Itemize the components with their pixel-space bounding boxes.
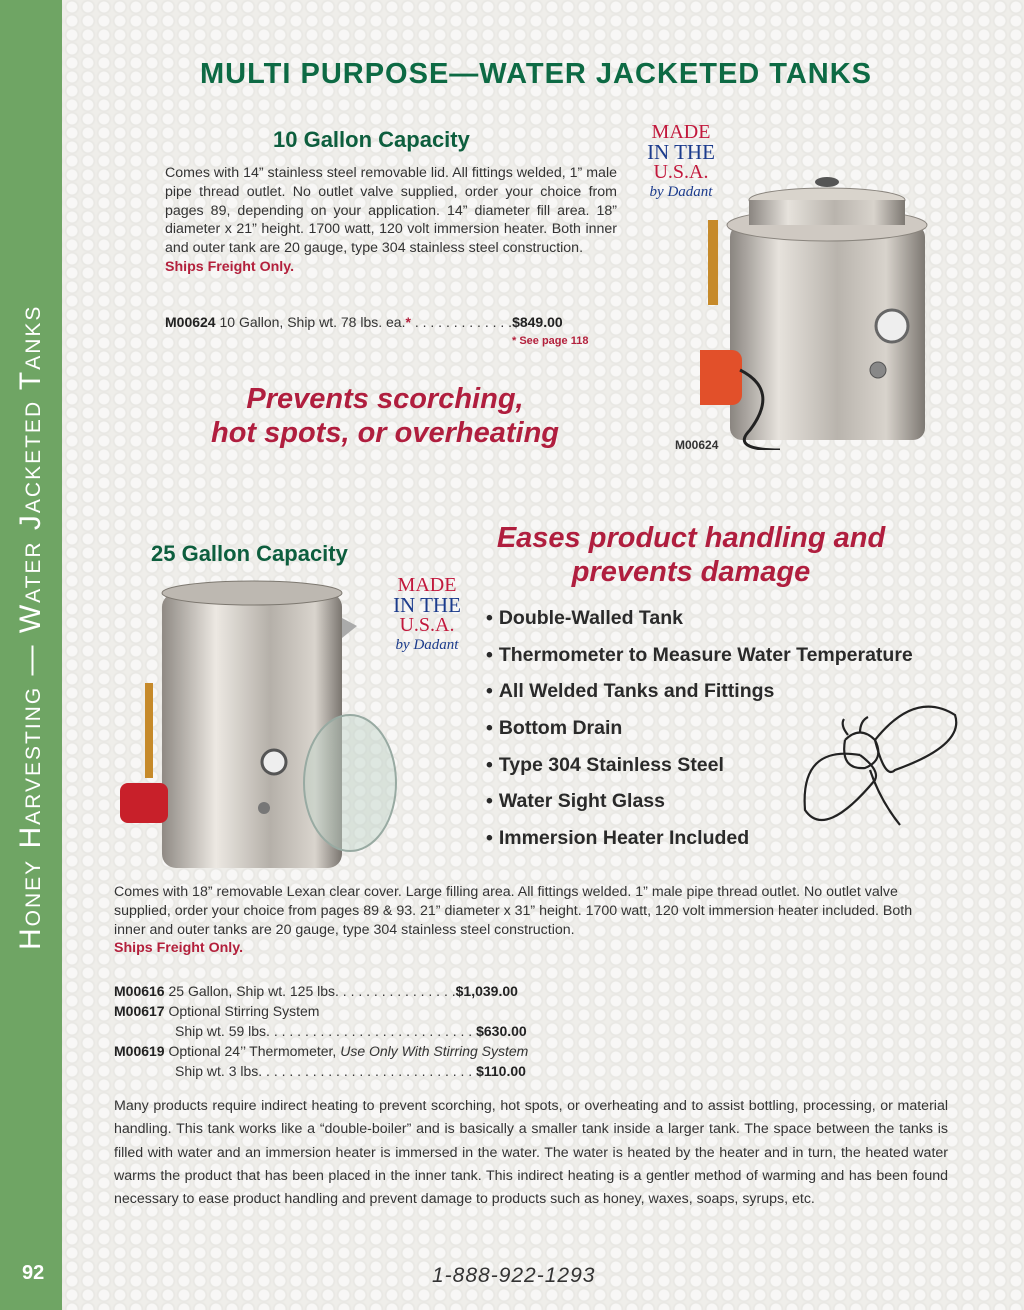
twentyfive-desc-text: Comes with 18” removable Lexan clear cover. Large filling area. All fittings welded. 1” male pipe thread outlet. No outlet valve supplied, order your choice from pages 89 & 93. 21” diameter x 31” height. 1700 watt, 120 volt immersion heater included. Both inner and outer tanks are 20 gauge, type 304 stainless steel construction. (114, 884, 913, 938)
promo2-line2: prevents damage (571, 556, 811, 588)
price-line-m00619 (114, 1043, 528, 1059)
made-line4: by Dadant (649, 184, 713, 200)
promo-scorching (190, 382, 580, 450)
item-desc: Optional 24’’ Thermometer, (168, 1043, 341, 1059)
ten-gallon-description (165, 164, 617, 277)
promo-handling (486, 521, 896, 589)
promo1-line2: hot spots, or overheating (210, 417, 560, 449)
phone-number: 1-888-922-1293 (432, 1264, 596, 1287)
item-desc-italic: Use Only With Stirring System (340, 1043, 529, 1059)
twentyfive-gallon-tank-image (112, 578, 404, 878)
ten-gallon-caption: M00624 (675, 438, 719, 452)
item-dots: . . . . . . . . . . . . . (410, 314, 513, 330)
item-price: $1,039.00 (455, 983, 518, 999)
item-price: $849.00 (512, 314, 563, 330)
twentyfive-gallon-heading: 25 Gallon Capacity (151, 541, 348, 566)
price-line-m00617-ship (175, 1023, 527, 1039)
price-line-m00617 (114, 1003, 319, 1019)
ten-gallon-freight: Ships Freight Only. (165, 258, 295, 275)
item-code: M00616 (114, 983, 165, 999)
made-line4: by Dadant (395, 637, 459, 653)
feature-item: • Immersion Heater Included (486, 822, 913, 859)
feature-item: • All Welded Tanks and Fittings (486, 675, 913, 712)
price-line-m00619-ship (175, 1063, 526, 1079)
made-line2: IN THE (647, 140, 715, 164)
item-code: M00624 (165, 314, 216, 330)
page-title: MULTI PURPOSE—WATER JACKETED TANKS (200, 58, 873, 90)
item-dots: . . . . . . . . . . . . . . . (338, 983, 456, 999)
item-code: M00619 (114, 1043, 165, 1059)
item-dots: . . . . . . . . . . . . . . . . . . . . . . . . . . (269, 1023, 473, 1039)
item-desc: Optional Stirring System (168, 1003, 320, 1019)
item-dots: . . . . . . . . . . . . . . . . . . . . . . . . . . . (262, 1063, 473, 1079)
made-line2: IN THE (393, 593, 461, 617)
feature-item: • Water Sight Glass (486, 785, 913, 822)
ten-gallon-heading: 10 Gallon Capacity (273, 127, 470, 152)
twentyfive-freight: Ships Freight Only. (114, 940, 244, 957)
item-price: $630.00 (476, 1023, 527, 1039)
item-code: M00617 (114, 1003, 165, 1019)
price-line-m00616 (114, 983, 518, 999)
see-page-note: * See page 118 (512, 335, 589, 347)
feature-item: • Double-Walled Tank (486, 602, 913, 639)
item-sub: Ship wt. 59 lbs. (175, 1023, 270, 1039)
feature-item: • Thermometer to Measure Water Temperature (486, 639, 913, 676)
body-paragraph: Many products require indirect heating to prevent scorching, hot spots, or overheating and to assist bottling, processing, or material handling. This tank works like a “double-boiler” and is basically a smaller tank inside a larger tank. The space between the tanks is filled with water and an immersion heater is immersed in the water. The water is heated by the heater and in turn, the heated water warms the product that has been placed in the inner tank. This indirect heating is a gentler method of warming and has been found necessary to ease product handling and prevent damage to products such as honey, waxes, soaps, syrups, etc. (114, 1098, 948, 1208)
item-sub: Ship wt. 3 lbs. (175, 1063, 263, 1079)
ten-gallon-desc-text: Comes with 14” stainless steel removable lid. All fittings welded, 1” male pipe thread outlet. No outlet valve supplied, order your choice from pages 89, depending on your application. 14” diameter fill area. 18” diameter x 21” height. 1700 watt, 120 volt immersion heater. Both inner and outer tank are 20 gauge, type 304 stainless steel construction. (165, 165, 617, 257)
ten-gallon-tank-image (700, 170, 950, 450)
section-title: Honey Harvesting — Water Jacketed Tanks (14, 304, 47, 950)
item-desc: 25 Gallon, Ship wt. 125 lbs. (168, 983, 339, 999)
item-price: $110.00 (476, 1063, 526, 1079)
bee-drawing (800, 700, 965, 840)
ten-gallon-price-line (165, 314, 563, 330)
item-desc: 10 Gallon, Ship wt. 78 lbs. ea. (219, 314, 406, 330)
made-line3: U.S.A. (653, 161, 709, 183)
page-number: 92 (22, 1262, 45, 1284)
made-line1: MADE (397, 574, 457, 596)
twentyfive-gallon-description (114, 883, 946, 958)
feature-item: • Bottom Drain (486, 712, 913, 749)
promo1-line1: Prevents scorching, (246, 383, 524, 415)
made-line3: U.S.A. (399, 614, 455, 636)
item-star: * (405, 314, 411, 330)
feature-item: • Type 304 Stainless Steel (486, 749, 913, 786)
made-line1: MADE (651, 121, 711, 143)
promo2-line1: Eases product handling and (496, 522, 886, 554)
